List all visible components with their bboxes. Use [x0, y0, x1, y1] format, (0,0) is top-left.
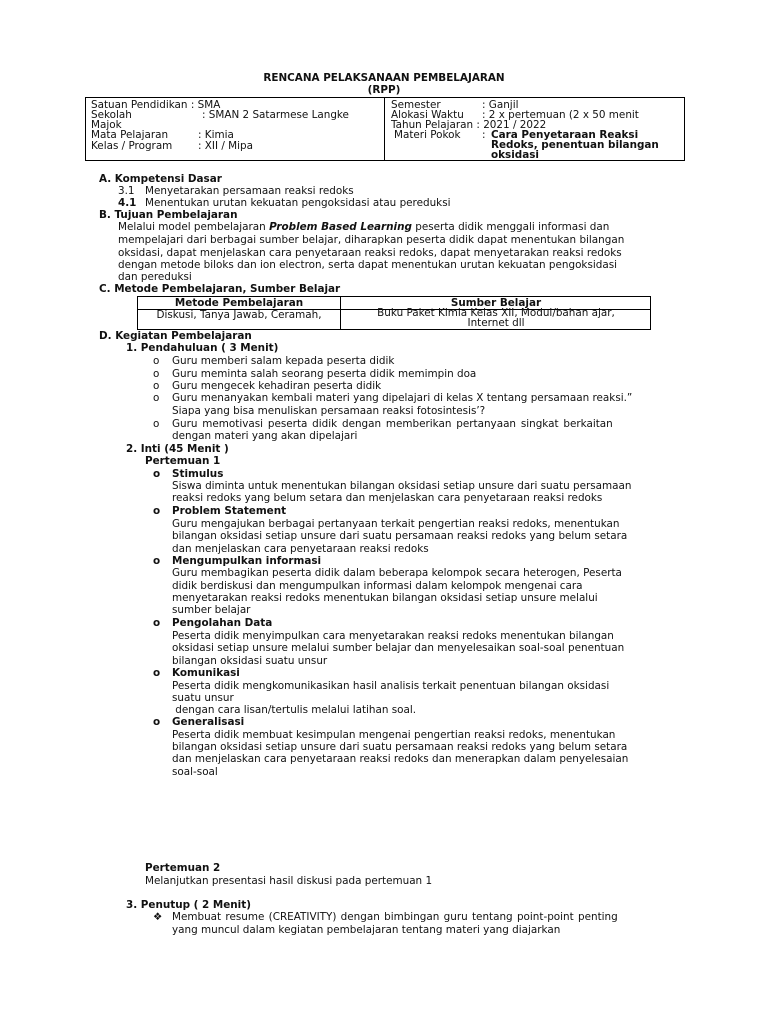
step-line: dengan cara lisan/tertulis melalui latihan soal. — [172, 704, 417, 716]
step-title: Pengolahan Data — [172, 617, 273, 629]
sumber-value: Buku Paket Kimia Kelas XII, Modul/bahan ajar, Internet dll — [377, 307, 615, 329]
materi-pokok-line: Redoks, penentuan bilangan — [491, 139, 659, 151]
kd-number: 4.1 — [118, 197, 137, 209]
step-line: menyetarakan reaksi redoks menentukan bilangan oksidasi setiap unsure melalui — [172, 592, 598, 604]
metode-header: Metode Pembelajaran — [174, 297, 304, 309]
penutup-line: Membuat resume (CREATIVITY) dengan bimbingan guru tentang point-point penting — [172, 911, 618, 923]
id-left-row: Majok — [91, 119, 122, 131]
step-line: Guru mengajukan berbagai pertanyaan terkait pengertian reaksi redoks, menentukan — [172, 518, 620, 530]
materi-pokok-line: oksidasi — [491, 149, 539, 161]
step-line: bilangan oksidasi setiap unsure dari suatu persamaan reaksi redoks yang belum setara — [172, 741, 628, 753]
step-line: Siswa diminta untuk menentukan bilangan oksidasi setiap unsure dari suatu persamaan — [172, 480, 632, 492]
metode-table — [137, 296, 651, 330]
section-c-heading: C. Metode Pembelajaran, Sumber Belajar — [99, 283, 341, 295]
kd-text: Menyetarakan persamaan reaksi redoks — [145, 185, 354, 197]
bullet-o: o — [153, 468, 161, 480]
step-line: Peserta didik mengkomunikasikan hasil analisis terkait penentuan bilangan oksidasi — [172, 680, 610, 692]
tujuan-line: mempelajari dari berbagai sumber belajar, diharapkan peserta didik dapat menentukan bilangan — [118, 234, 625, 246]
step-line: Peserta didik menyimpulkan cara menyetarakan reaksi redoks menentukan bilangan — [172, 630, 614, 642]
step-title: Stimulus — [172, 468, 224, 480]
metode-value: Diskusi, Tanya Jawab, Ceramah, — [156, 309, 322, 321]
step-line: reaksi redoks yang belum setara dan menjelaskan cara penyetaraan reaksi redoks — [172, 492, 603, 504]
id-left-row: Satuan Pendidikan : SMA — [91, 99, 221, 111]
document-title: RENCANA PELAKSANAAN PEMBELAJARAN — [263, 72, 505, 84]
pendahuluan-item: Guru mengecek kehadiran peserta didik — [172, 380, 382, 392]
step-line: oksidasi setiap unsure melalui sumber belajar dan menyelesaikan soal-soal penentuan — [172, 642, 625, 654]
pertemuan-2-text: Melanjutkan presentasi hasil diskusi pada pertemuan 1 — [145, 875, 433, 887]
pendahuluan-item: Guru memberi salam kepada peserta didik — [172, 355, 395, 367]
bullet-o: o — [153, 368, 160, 380]
tujuan-line: dengan metode biloks dan ion electron, serta dapat menentukan urutan kekuatan pengoksidasi — [118, 259, 618, 271]
step-line: sumber belajar — [172, 604, 251, 616]
pendahuluan-item: Guru memotivasi peserta didik dengan memberikan pertanyaan singkat berkaitan — [172, 418, 613, 430]
step-line: bilangan oksidasi suatu unsur — [172, 655, 328, 667]
pendahuluan-item: Guru menanyakan kembali materi yang dipelajari di kelas X tentang persamaan reaksi.” — [172, 392, 633, 404]
bullet-o: o — [153, 380, 160, 392]
step-line: Peserta didik membuat kesimpulan mengenai pengertian reaksi redoks, menentukan — [172, 729, 616, 741]
step-title: Mengumpulkan informasi — [172, 555, 322, 567]
bullet-o: o — [153, 505, 161, 517]
bullet-o: o — [153, 418, 160, 430]
step-line: bilangan oksidasi setiap unsure dari suatu persamaan reaksi redoks yang belum setara — [172, 530, 628, 542]
penutup-line: yang muncul dalam kegiatan pembelajaran tentang materi yang diajarkan — [172, 924, 561, 936]
step-line: didik berdiskusi dan mengumpulkan informasi dalam kelompok mengenai cara — [172, 580, 583, 592]
pendahuluan-heading: 1. Pendahuluan ( 3 Menit) — [126, 342, 279, 354]
section-d-heading: D. Kegiatan Pembelajaran — [99, 330, 252, 342]
pertemuan-2: Pertemuan 2 — [145, 862, 221, 874]
diamond-bullet-icon: ❖ — [153, 911, 163, 923]
bullet-o: o — [153, 355, 160, 367]
model-name: Problem Based Learning — [269, 221, 412, 233]
step-line: dan menjelaskan cara penyetaraan reaksi redoks dan menerapkan dalam penyelesaian — [172, 753, 629, 765]
step-line: suatu unsur — [172, 692, 234, 704]
pendahuluan-item: Guru meminta salah seorang peserta didik memimpin doa — [172, 368, 477, 380]
document-subtitle: (RPP) — [367, 84, 401, 96]
bullet-o: o — [153, 617, 161, 629]
pendahuluan-item: dengan materi yang akan dipelajari — [172, 430, 358, 442]
tujuan-line: oksidasi, dapat menjelaskan cara penyetaraan reaksi redoks, dapat menyetarakan reaksi redoks — [118, 247, 622, 259]
tujuan-line: dan pereduksi — [118, 271, 192, 283]
tujuan-line: Melalui model pembelajaran Problem Based Learning peserta didik menggali informasi dan — [118, 221, 610, 233]
bullet-o: o — [153, 392, 160, 404]
inti-heading: 2. Inti (45 Menit ) — [126, 443, 229, 455]
identity-table: Satuan Pendidikan : SMA Sekolah : SMAN 2 Satarmese Langke Majok Mata Pelajaran : Kimia Kelas / Program : XII / Mipa Semester : Ganjil Alokasi Waktu : 2 x pertemuan (2 x 50 menit Tahun Pelajaran : 2021 / 2022 Materi Pokok : Cara Penyetaraan Reaksi Redoks, penentuan bilangan oksidasi — [85, 97, 685, 161]
identity-divider — [384, 98, 385, 160]
step-line: soal-soal — [172, 766, 218, 778]
sumber-header: Sumber Belajar — [450, 297, 542, 309]
bullet-o: o — [153, 667, 161, 679]
section-b-heading: B. Tujuan Pembelajaran — [99, 209, 238, 221]
id-right-row: Tahun Pelajaran : 2021 / 2022 — [391, 119, 547, 131]
step-title: Generalisasi — [172, 716, 245, 728]
bullet-o: o — [153, 555, 161, 567]
penutup-heading: 3. Penutup ( 2 Menit) — [126, 899, 251, 911]
kd-text: Menentukan urutan kekuatan pengoksidasi atau pereduksi — [145, 197, 451, 209]
step-line: dan menjelaskan cara penyetaraan reaksi redoks — [172, 543, 429, 555]
bullet-o: o — [153, 716, 161, 728]
step-line: Guru membagikan peserta didik dalam beberapa kelompok secara heterogen, Peserta — [172, 567, 622, 579]
pendahuluan-item: Siapa yang bisa menuliskan persamaan reaksi fotosintesis’? — [172, 405, 486, 417]
pertemuan-1: Pertemuan 1 — [145, 455, 221, 467]
step-title: Problem Statement — [172, 505, 287, 517]
step-title: Komunikasi — [172, 667, 240, 679]
kd-number: 3.1 — [118, 185, 135, 197]
section-a-heading: A. Kompetensi Dasar — [99, 173, 222, 185]
materi-pokok-line: Cara Penyetaraan Reaksi — [491, 129, 639, 141]
